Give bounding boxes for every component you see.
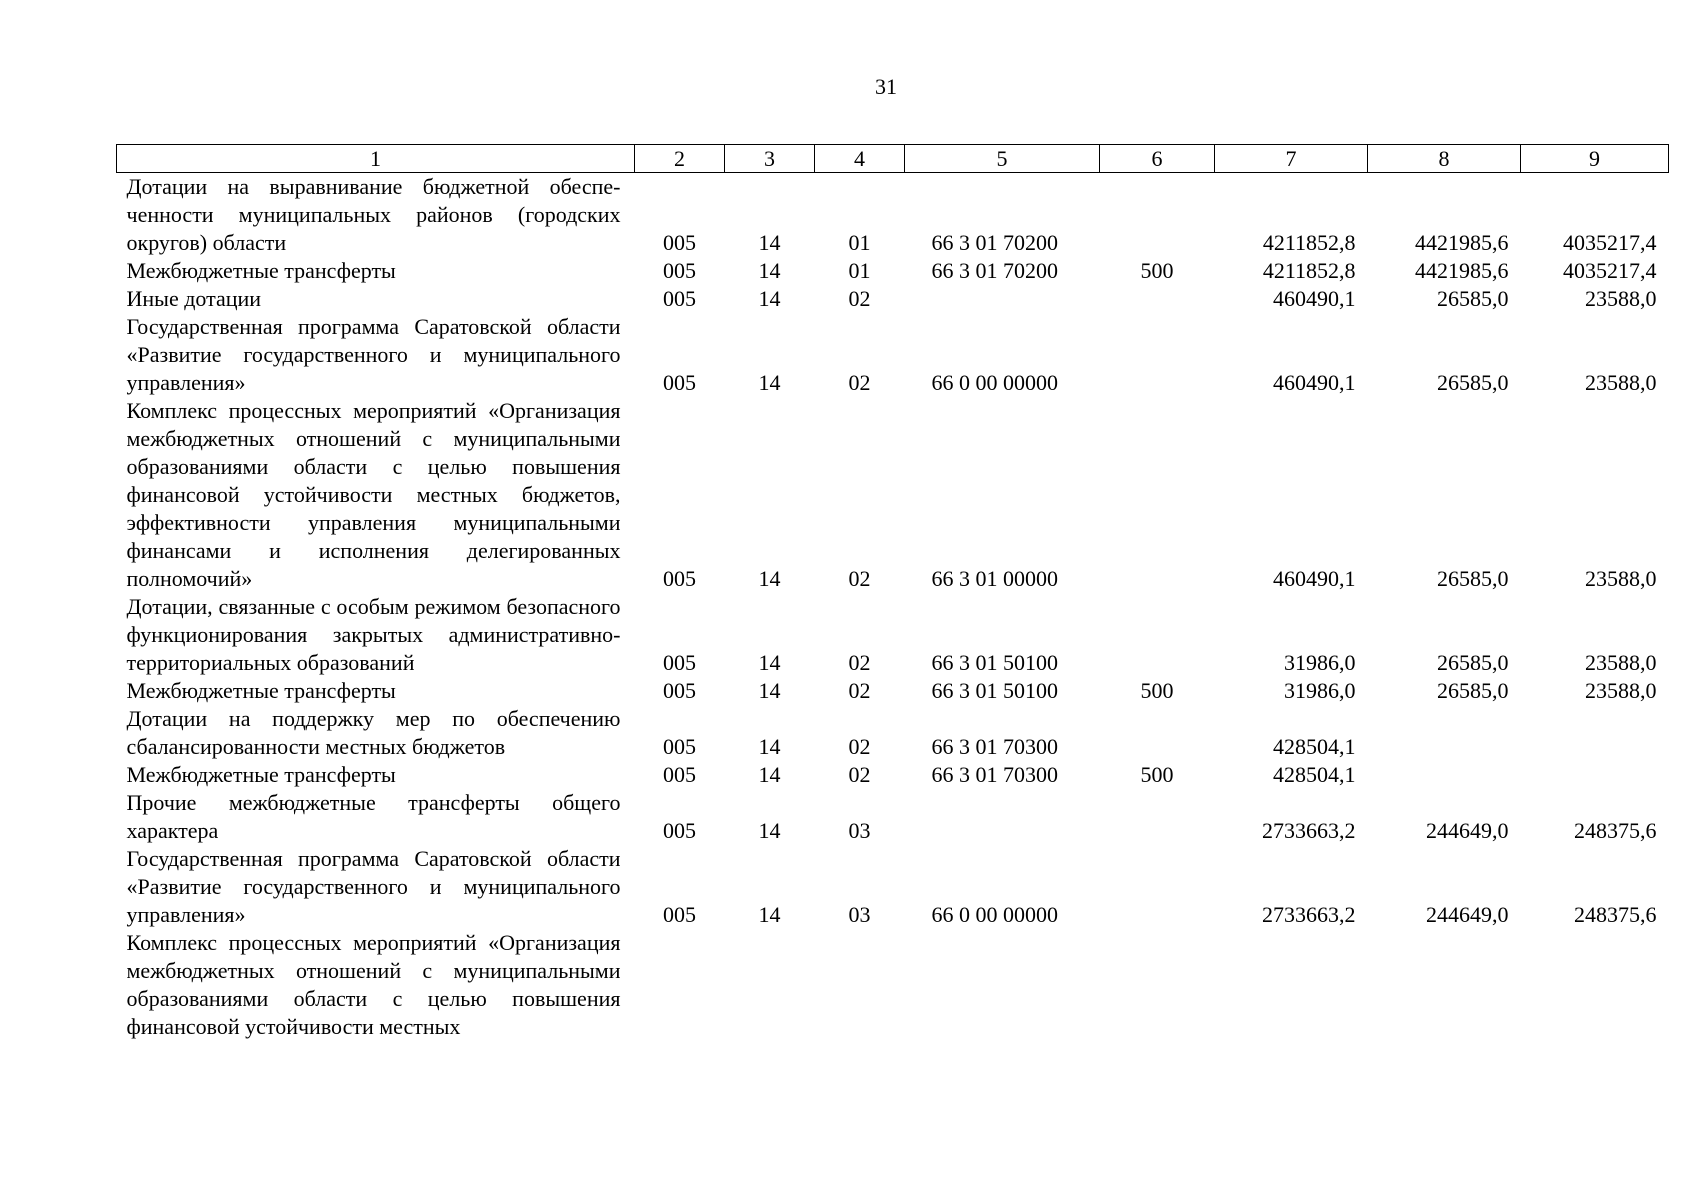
row-col-3: 14 — [758, 650, 781, 675]
row-col-5: 66 3 01 50100 — [931, 678, 1058, 703]
row-col-4: 03 — [848, 902, 871, 927]
table-row — [117, 257, 1669, 285]
row-col-4: 02 — [848, 678, 871, 703]
row-name: Межбюджетные трансферты — [126, 258, 396, 283]
row-col-6 — [1100, 285, 1215, 313]
table-row — [117, 313, 1669, 397]
column-header-3: 3 — [725, 145, 815, 173]
column-header-4: 4 — [815, 145, 905, 173]
row-col-3: 14 — [758, 818, 781, 843]
row-col-3: 14 — [758, 566, 781, 591]
row-col-7: 428504,1 — [1273, 762, 1356, 787]
row-col-4: 01 — [848, 230, 871, 255]
row-col-9: 248375,6 — [1574, 902, 1657, 927]
row-col-8: 26585,0 — [1437, 286, 1509, 311]
row-col-4: 02 — [848, 734, 871, 759]
row-col-7: 460490,1 — [1273, 566, 1356, 591]
row-col-6 — [1100, 397, 1215, 593]
table-body — [117, 173, 1669, 1042]
row-col-6 — [1100, 789, 1215, 845]
row-name: Прочие межбюджетные трансферты общего характера — [126, 790, 621, 843]
row-col-7: 2733663,2 — [1262, 902, 1356, 927]
row-col-5 — [905, 285, 1100, 313]
row-col-5: 66 3 01 70200 — [931, 258, 1058, 283]
row-col-2: 005 — [663, 566, 696, 591]
row-name: Государственная программа Саратовской области «Развитие государственного и муниципального управления» — [126, 846, 621, 927]
row-col-4: 03 — [848, 818, 871, 843]
row-col-5: 66 0 00 00000 — [931, 370, 1058, 395]
table-row — [117, 397, 1669, 593]
row-col-9: 248375,6 — [1574, 818, 1657, 843]
row-col-8: 244649,0 — [1426, 902, 1509, 927]
row-name: Комплекс процессных мероприятий «Организация межбюджетных отношений с муниципальными образованиями области с целью повышения финансовой устойчивости местных — [126, 930, 621, 1039]
budget-table — [116, 144, 1669, 1041]
table-row — [117, 677, 1669, 705]
row-col-2: 005 — [663, 818, 696, 843]
row-col-8: 26585,0 — [1437, 678, 1509, 703]
row-col-7: 460490,1 — [1273, 370, 1356, 395]
row-col-2: 005 — [663, 902, 696, 927]
row-col-8: 26585,0 — [1437, 566, 1509, 591]
column-header-1: 1 — [117, 145, 635, 173]
row-col-8: 4421985,6 — [1415, 230, 1509, 255]
row-col-3: 14 — [758, 762, 781, 787]
table-row — [117, 929, 1669, 1041]
row-col-3: 14 — [758, 678, 781, 703]
row-col-7: 428504,1 — [1273, 734, 1356, 759]
row-col-8 — [1368, 761, 1521, 789]
row-col-2: 005 — [663, 734, 696, 759]
row-col-6: 500 — [1140, 258, 1174, 283]
table-header-row — [117, 145, 1669, 173]
row-col-6 — [1100, 705, 1215, 761]
row-col-9: 23588,0 — [1585, 286, 1657, 311]
row-name: Дотации, связанные с особым режимом безопасного функционирования закрытых административно-территориальных образований — [126, 594, 621, 675]
row-col-5: 66 3 01 70300 — [931, 734, 1058, 759]
row-col-3: 14 — [758, 258, 781, 283]
row-col-2: 005 — [663, 370, 696, 395]
row-col-6: 500 — [1140, 762, 1174, 787]
row-col-9: 23588,0 — [1585, 650, 1657, 675]
row-col-7: 460490,1 — [1273, 286, 1356, 311]
row-col-4: 02 — [848, 650, 871, 675]
table-row — [117, 789, 1669, 845]
row-col-9: 23588,0 — [1585, 566, 1657, 591]
row-col-7: 2733663,2 — [1262, 818, 1356, 843]
row-col-9 — [1521, 705, 1669, 761]
row-col-7: 4211852,8 — [1262, 258, 1356, 283]
row-col-2: 005 — [663, 230, 696, 255]
row-name: Дотации на выравнивание бюджетной обеспеченности муниципальных районов (городских округов) области — [126, 174, 621, 255]
row-name: Межбюджетные трансферты — [126, 678, 396, 703]
row-col-6 — [1100, 593, 1215, 677]
row-col-5 — [905, 929, 1100, 1041]
row-col-4: 02 — [848, 762, 871, 787]
row-col-5: 66 3 01 50100 — [931, 650, 1058, 675]
row-col-5: 66 0 00 00000 — [931, 902, 1058, 927]
row-col-9 — [1521, 761, 1669, 789]
table-row — [117, 761, 1669, 789]
column-header-6: 6 — [1100, 145, 1215, 173]
row-col-6: 500 — [1140, 678, 1174, 703]
row-col-8 — [1368, 705, 1521, 761]
row-col-4: 02 — [848, 370, 871, 395]
row-col-2: 005 — [663, 678, 696, 703]
row-col-9: 4035217,4 — [1563, 258, 1657, 283]
row-col-8: 244649,0 — [1426, 818, 1509, 843]
row-col-9: 23588,0 — [1585, 370, 1657, 395]
page-number: 31 — [875, 74, 897, 99]
row-col-4 — [815, 929, 905, 1041]
row-name: Государственная программа Саратовской области «Развитие государственного и муниципального управления» — [126, 314, 621, 395]
table-row — [117, 593, 1669, 677]
row-col-7: 31986,0 — [1284, 650, 1356, 675]
row-col-8: 26585,0 — [1437, 650, 1509, 675]
table-row — [117, 173, 1669, 258]
column-header-9: 9 — [1521, 145, 1669, 173]
row-col-3: 14 — [758, 370, 781, 395]
row-col-5: 66 3 01 00000 — [931, 566, 1058, 591]
row-col-4: 02 — [848, 286, 871, 311]
table-row — [117, 285, 1669, 313]
row-col-9: 4035217,4 — [1563, 230, 1657, 255]
column-header-5: 5 — [905, 145, 1100, 173]
column-header-7: 7 — [1215, 145, 1368, 173]
row-col-2: 005 — [663, 762, 696, 787]
row-col-7: 31986,0 — [1284, 678, 1356, 703]
table-row — [117, 705, 1669, 761]
row-col-6 — [1100, 173, 1215, 258]
column-header-2: 2 — [635, 145, 725, 173]
table-row — [117, 845, 1669, 929]
row-name: Межбюджетные трансферты — [126, 762, 396, 787]
row-col-8: 26585,0 — [1437, 370, 1509, 395]
row-col-2: 005 — [663, 258, 696, 283]
row-col-8 — [1368, 929, 1521, 1041]
row-col-3 — [725, 929, 815, 1041]
row-col-3: 14 — [758, 286, 781, 311]
column-header-8: 8 — [1368, 145, 1521, 173]
row-col-6 — [1100, 313, 1215, 397]
row-col-5: 66 3 01 70200 — [931, 230, 1058, 255]
row-col-7 — [1215, 929, 1368, 1041]
row-col-6 — [1100, 929, 1215, 1041]
row-col-5 — [905, 789, 1100, 845]
row-col-9 — [1521, 929, 1669, 1041]
row-col-3: 14 — [758, 734, 781, 759]
row-col-2 — [635, 929, 725, 1041]
row-col-2: 005 — [663, 286, 696, 311]
row-col-9: 23588,0 — [1585, 678, 1657, 703]
row-col-8: 4421985,6 — [1415, 258, 1509, 283]
row-col-2: 005 — [663, 650, 696, 675]
row-col-3: 14 — [758, 230, 781, 255]
row-col-5: 66 3 01 70300 — [931, 762, 1058, 787]
row-col-6 — [1100, 845, 1215, 929]
row-name: Дотации на поддержку мер по обеспечению сбалансированности местных бюджетов — [126, 706, 621, 759]
row-col-4: 02 — [848, 566, 871, 591]
row-col-4: 01 — [848, 258, 871, 283]
row-name: Иные дотации — [126, 286, 262, 311]
row-col-3: 14 — [758, 902, 781, 927]
row-name: Комплекс процессных мероприятий «Организация межбюджетных отношений с муниципальными образованиями области с целью повышения финансовой устойчивости местных бюджетов, эффективности управления муниципальными финансами и исполнения делегированных полномочий» — [126, 398, 621, 591]
row-col-7: 4211852,8 — [1262, 230, 1356, 255]
